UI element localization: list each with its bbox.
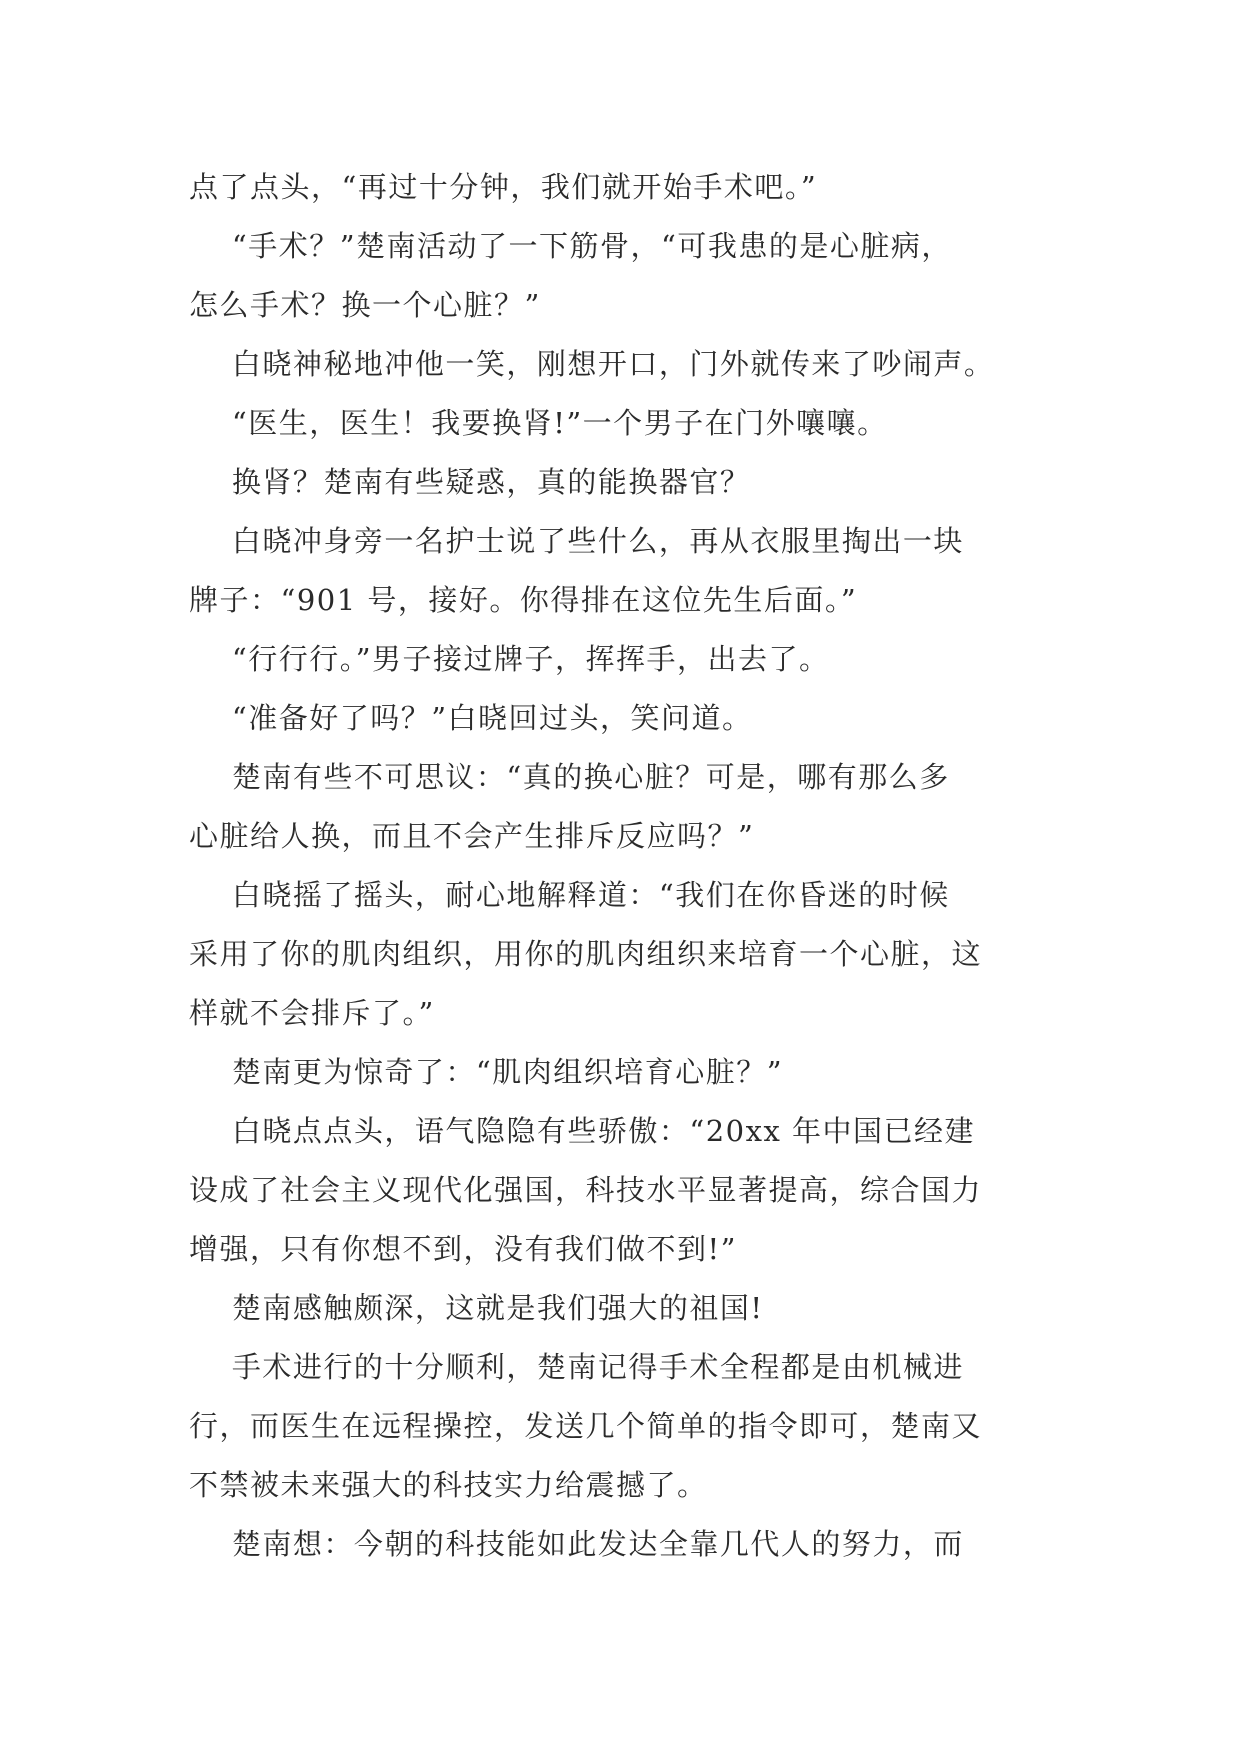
- text-line: 楚南有些不可思议：“真的换心脏？可是，哪有那么多: [189, 760, 950, 794]
- text-line: 手术进行的十分顺利，楚南记得手术全程都是由机械进: [189, 1350, 964, 1384]
- text-line: “准备好了吗？”白晓回过头，笑问道。: [189, 701, 753, 735]
- document-body: [189, 158, 1053, 1574]
- text-line: 白晓冲身旁一名护士说了些什么，再从衣服里掏出一块: [189, 524, 964, 558]
- text-line: “医生，医生！我要换肾!”一个男子在门外嚷嚷。: [189, 406, 888, 440]
- text-line: 样就不会排斥了。”: [189, 996, 435, 1030]
- text-line: 心脏给人换，而且不会产生排斥反应吗？”: [189, 819, 755, 853]
- text-line: 行，而医生在远程操控，发送几个简单的指令即可，楚南又: [189, 1409, 983, 1443]
- text-line: 采用了你的肌肉组织，用你的肌肉组织来培育一个心脏，这: [189, 937, 983, 971]
- text-line: 点了点头，“再过十分钟，我们就开始手术吧。”: [189, 170, 818, 204]
- text-line: “手术？”楚南活动了一下筋骨，“可我患的是心脏病，: [189, 229, 952, 263]
- text-line: 楚南感触颇深，这就是我们强大的祖国!: [189, 1291, 764, 1325]
- text-line: 设成了社会主义现代化强国，科技水平显著提高，综合国力: [189, 1173, 983, 1207]
- text-line: “行行行。”男子接过牌子，挥挥手，出去了。: [189, 642, 830, 676]
- text-line: 白晓点点头，语气隐隐有些骄傲：“20xx 年中国已经建: [189, 1114, 976, 1148]
- text-line: 换肾？楚南有些疑惑，真的能换器官？: [189, 465, 751, 499]
- text-line: 白晓摇了摇头，耐心地解释道：“我们在你昏迷的时候: [189, 878, 950, 912]
- text-line: 怎么手术？换一个心脏？”: [189, 288, 541, 322]
- text-line: 楚南想：今朝的科技能如此发达全靠几代人的努力，而: [189, 1527, 964, 1561]
- text-line: 楚南更为惊奇了：“肌肉组织培育心脏？”: [189, 1055, 784, 1089]
- text-line: 牌子：“901 号，接好。你得排在这位先生后面。”: [189, 583, 858, 617]
- text-line: 白晓神秘地冲他一笑，刚想开口，门外就传来了吵闹声。: [189, 347, 995, 381]
- text-line: 不禁被未来强大的科技实力给震撼了。: [189, 1468, 708, 1502]
- text-line: 增强，只有你想不到，没有我们做不到!”: [189, 1232, 737, 1266]
